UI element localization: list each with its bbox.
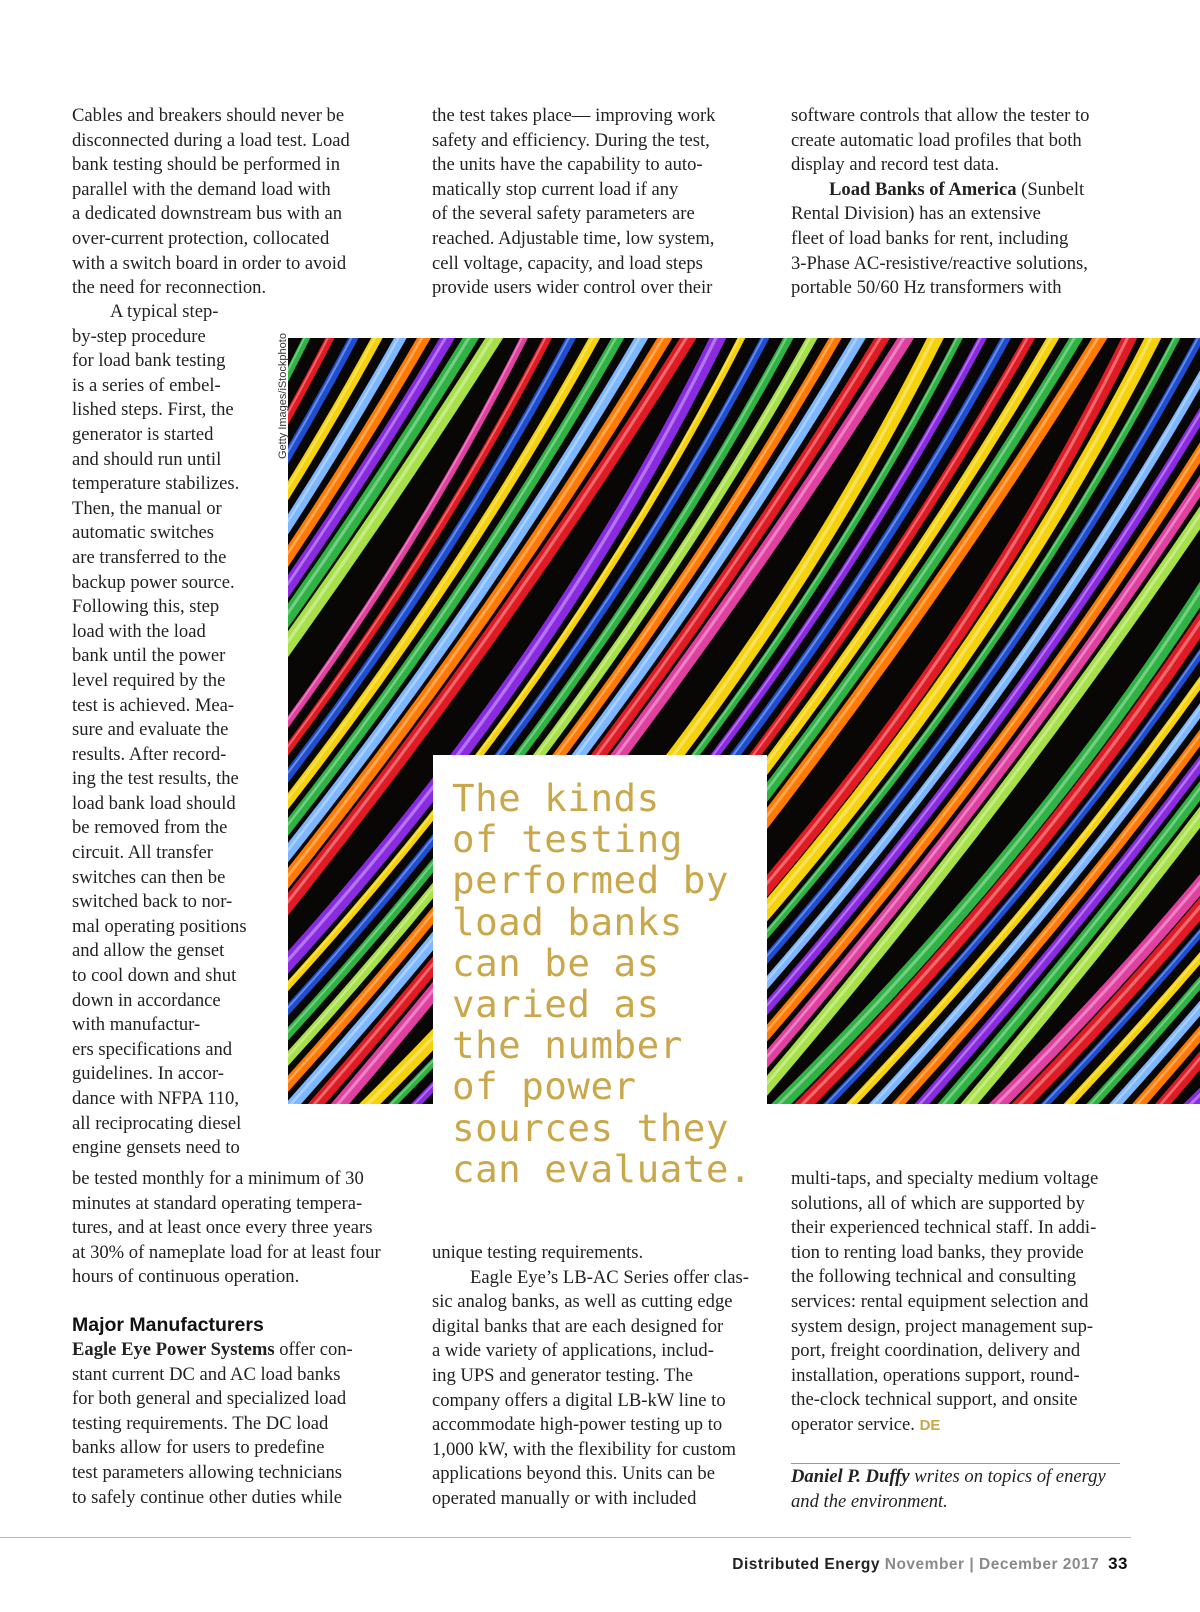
text-line: be tested monthly for a minimum of 30: [72, 1168, 364, 1189]
text-line: multi-taps, and specialty medium voltage: [791, 1168, 1099, 1189]
text-line: portable 50/60 Hz transformers with: [791, 277, 1062, 299]
text-line: solutions, all of which are supported by: [791, 1192, 1085, 1214]
text-line: backup power source.: [72, 571, 235, 593]
text-line: system design, project management sup-: [791, 1315, 1094, 1337]
page-footer: [732, 1554, 1128, 1574]
text-line: cell voltage, capacity, and load steps: [432, 252, 703, 274]
text-line: create automatic load profiles that both: [791, 129, 1082, 151]
text-line: minutes at standard operating tempera-: [72, 1192, 363, 1214]
text-line: with manufactur-: [72, 1014, 201, 1036]
text-line: fleet of load banks for rent, including: [791, 227, 1069, 249]
bio-divider: [791, 1463, 1120, 1464]
text-line: digital banks that are each designed for: [432, 1315, 724, 1337]
text-line: mal operating positions: [72, 915, 247, 937]
text-line: Then, the manual or: [72, 497, 222, 519]
text-line: temperature stabilizes.: [72, 473, 240, 495]
text-line: and allow the genset: [72, 940, 225, 962]
column-2-top-text: [432, 104, 715, 301]
text-line: tion to renting load banks, they provide: [791, 1241, 1084, 1263]
text-line: sic analog banks, as well as cutting edge: [432, 1291, 733, 1313]
text-line: services: rental equipment selection and: [791, 1290, 1089, 1312]
text-line: Following this, step: [72, 596, 220, 618]
text-line: display and record test data.: [791, 154, 1000, 176]
text-line: down in accordance: [72, 989, 221, 1011]
text-line: the need for reconnection.: [72, 277, 267, 299]
text-line: at 30% of nameplate load for at least four: [72, 1241, 381, 1263]
text-line: for load bank testing: [72, 350, 226, 372]
text-line: with a switch board in order to avoid: [72, 252, 347, 274]
text-line: Cables and breakers should never be: [72, 105, 345, 126]
text-line: and should run until: [72, 448, 222, 470]
text-line: over-current protection, collocated: [72, 227, 330, 249]
text-line: of the several safety parameters are: [432, 203, 695, 225]
text-line: be removed from the: [72, 817, 228, 839]
company-name-eagle-eye: Eagle Eye Power Systems: [72, 1339, 275, 1360]
text-line: circuit. All transfer: [72, 842, 213, 864]
text-line: sure and evaluate the: [72, 719, 229, 741]
text-line: the-clock technical support, and onsite: [791, 1389, 1078, 1411]
text-line: Eagle Eye’s LB-AC Series offer clas-: [470, 1266, 749, 1288]
text-line: ers specifications and: [72, 1038, 233, 1060]
section-heading: Major Manufacturers: [72, 1314, 264, 1336]
text-line: all reciprocating diesel: [72, 1112, 242, 1134]
text-line: a wide variety of applications, includ-: [432, 1340, 714, 1362]
text-line: by-step procedure: [72, 325, 206, 347]
text-line: dance with NFPA 110,: [72, 1088, 240, 1109]
text-line: test parameters allowing technicians: [72, 1461, 343, 1483]
text-line: load bank load should: [72, 792, 236, 814]
text-line: the following technical and consulting: [791, 1266, 1077, 1288]
column-1-top-text: [72, 104, 350, 301]
load-banks-of-america-lead: Load Banks of America (Sunbelt: [829, 178, 1085, 200]
text-line: test is achieved. Mea-: [72, 694, 235, 716]
column-3-bottom-text: multi-taps, and specialty medium voltage solutions, all of which are supported by their experienced technical staff. In addi- tion to renting load banks, they provide the following technical and consulting services: rental equipment selection and system design, project management sup- port, freight coordination, delivery and installation, operations support, round- the-clock technical support, and onsite operator service. DE: [791, 1168, 1099, 1435]
text-line: engine gensets need to: [72, 1137, 240, 1159]
text-line: guidelines. In accor-: [72, 1063, 224, 1085]
page-number: 33: [1108, 1554, 1128, 1573]
text-line: port, freight coordination, delivery and: [791, 1340, 1081, 1362]
text-line: the test takes place— improving work: [432, 105, 716, 126]
text-line: accommodate high-power testing up to: [432, 1414, 723, 1436]
text-line: unique testing requirements.: [432, 1242, 644, 1263]
manufacturers-text: Eagle Eye Power Systems offer con- stant current DC and AC load banks for both general and specialized load testing requirements. The DC load banks allow for users to predefine test parameters allowing technicians to safely continue other duties while: [72, 1338, 353, 1510]
text-line: is a series of embel-: [72, 374, 221, 396]
text-line: 1,000 kW, with the flexibility for custom: [432, 1438, 737, 1460]
text-line: the units have the capability to auto-: [432, 154, 703, 176]
text-line: installation, operations support, round-: [791, 1364, 1080, 1386]
text-line: load with the load: [72, 620, 206, 642]
end-mark: DE: [919, 1416, 941, 1434]
pullquote-line: can evaluate.: [452, 1146, 752, 1191]
text-line: A typical step-: [110, 301, 219, 322]
text-line: software controls that allow the tester to: [791, 105, 1090, 126]
text-line: to cool down and shut: [72, 965, 237, 987]
text-line: provide users wider control over their: [432, 277, 713, 299]
company-name-lba: Load Banks of America: [829, 178, 1017, 200]
pullquote-line: varied as: [452, 982, 660, 1027]
author-bio: Daniel P. Duffy writes on topics of energy and the environment.: [791, 1466, 1106, 1512]
issue-date: November | December 2017: [884, 1556, 1100, 1573]
text-line: results. After record-: [72, 743, 227, 765]
text-line: matically stop current load if any: [432, 178, 679, 200]
pullquote-line: load banks: [452, 899, 683, 944]
text-line: bank until the power: [72, 645, 226, 667]
text-line: disconnected during a load test. Load: [72, 129, 350, 151]
text-line: applications beyond this. Units can be: [432, 1463, 715, 1485]
text-line: level required by the: [72, 669, 226, 691]
text-line: a dedicated downstream bus with an: [72, 203, 343, 225]
pullquote-line: the number: [452, 1023, 683, 1068]
pullquote: [452, 778, 752, 1190]
publication-name: Distributed Energy: [732, 1556, 880, 1573]
text-line: parallel with the demand load with: [72, 178, 331, 200]
text-line: automatic switches: [72, 522, 214, 544]
text-line: generator is started: [72, 423, 214, 445]
text-line: tures, and at least once every three years: [72, 1217, 373, 1239]
column-3-top-text: [791, 104, 1089, 301]
text-line: ing the test results, the: [72, 768, 239, 790]
wire-strand: [288, 338, 350, 1104]
text-line: banks allow for users to predefine: [72, 1437, 325, 1459]
text-line: switches can then be: [72, 866, 226, 888]
column-1-bottom-text: [72, 1167, 381, 1290]
pullquote-line: of testing: [452, 817, 683, 862]
pullquote-line: sources they: [452, 1105, 729, 1150]
text-line: company offers a digital LB-kW line to: [432, 1389, 726, 1411]
text-line: switched back to nor-: [72, 891, 233, 913]
pullquote-line: performed by: [452, 858, 729, 903]
pullquote-line: The kinds: [452, 776, 660, 820]
text-line: hours of continuous operation.: [72, 1266, 300, 1288]
text-line: for both general and specialized load: [72, 1388, 347, 1410]
text-line: are transferred to the: [72, 546, 227, 568]
footer-divider: [0, 1537, 1131, 1538]
text-line: reached. Adjustable time, low system,: [432, 227, 715, 249]
text-line: stant current DC and AC load banks: [72, 1363, 341, 1385]
column-2-bottom-text: [432, 1241, 749, 1512]
text-line: Rental Division) has an extensive: [791, 203, 1041, 225]
text-line: their experienced technical staff. In addi-: [791, 1217, 1097, 1239]
photo-credit: Getty Images/iStockphoto: [277, 333, 289, 459]
pullquote-line: can be as: [452, 940, 660, 985]
text-line: bank testing should be performed in: [72, 154, 341, 176]
text-line: operated manually or with included: [432, 1487, 697, 1509]
author-name: Daniel P. Duffy: [791, 1466, 910, 1487]
pullquote-line: of power: [452, 1064, 637, 1109]
text-line: testing requirements. The DC load: [72, 1412, 329, 1434]
text-line: ing UPS and generator testing. The: [432, 1364, 693, 1386]
text-line: safety and efficiency. During the test,: [432, 129, 710, 151]
column-1-narrow-text: [72, 300, 247, 1161]
text-line: lished steps. First, the: [72, 399, 234, 421]
text-line: to safely continue other duties while: [72, 1486, 343, 1508]
text-line: 3-Phase AC-resistive/reactive solutions,: [791, 252, 1088, 274]
